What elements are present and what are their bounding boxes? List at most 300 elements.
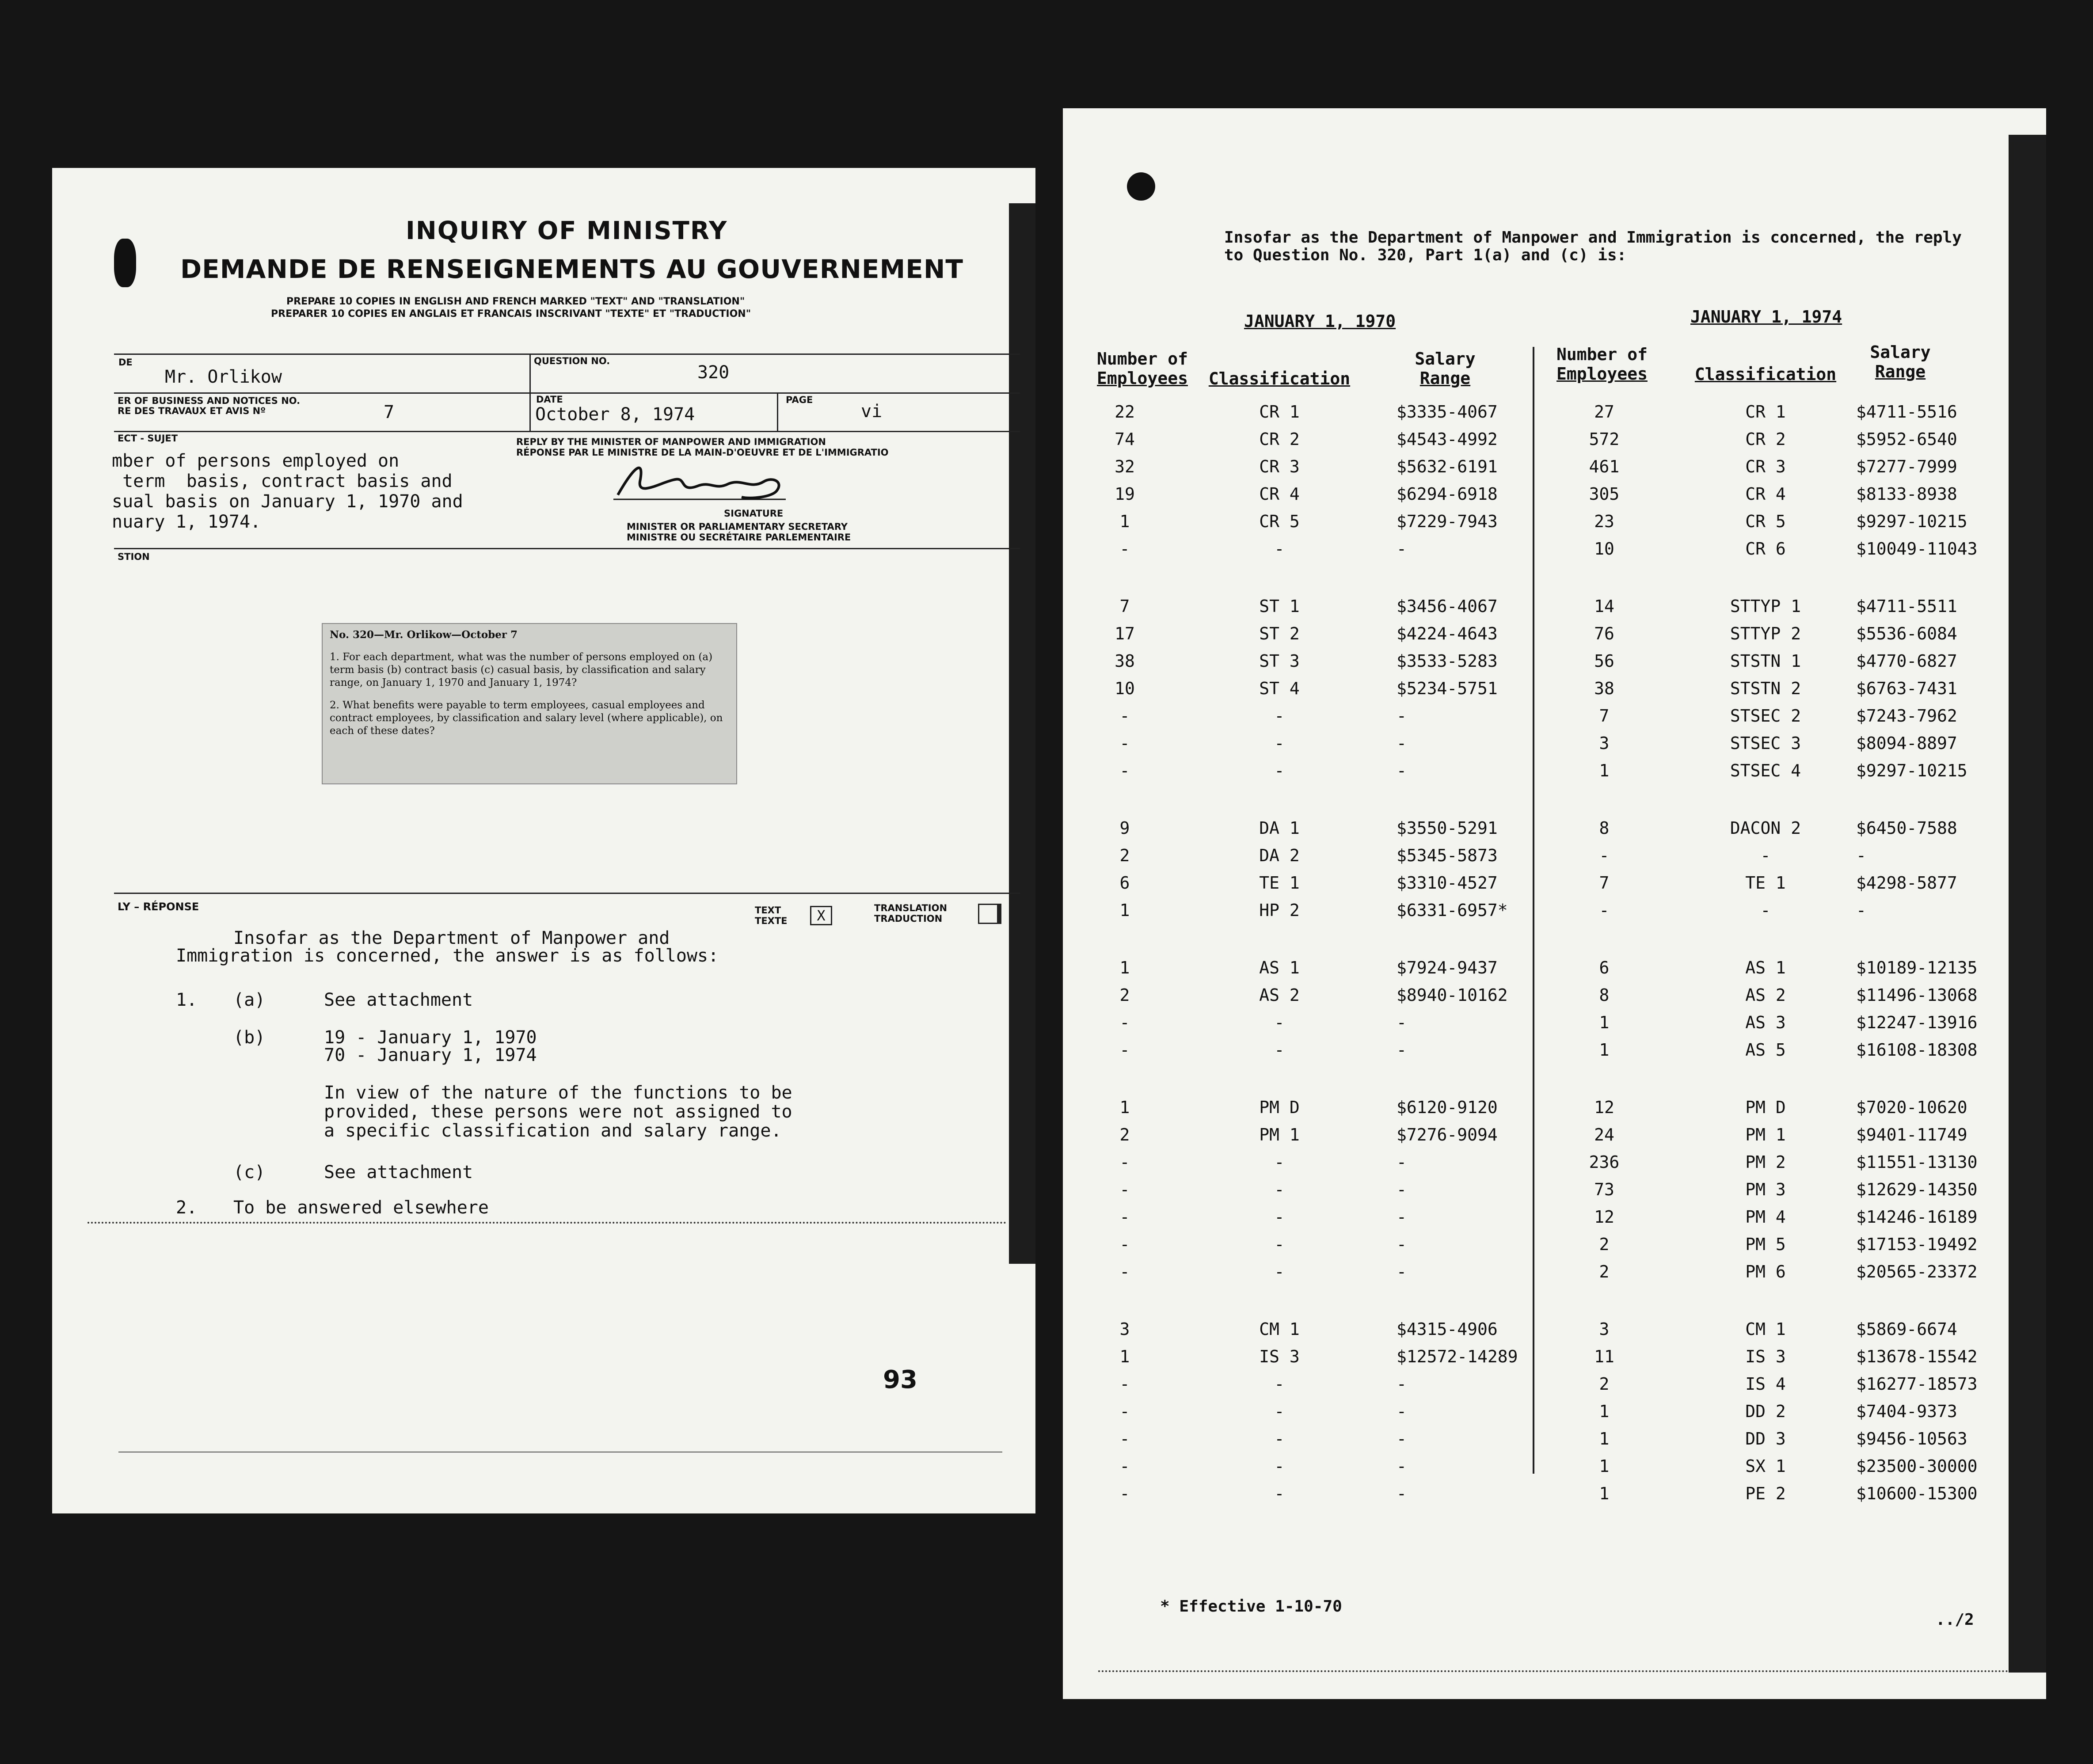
salary-range-1974: -	[1856, 846, 1866, 865]
salary-range-1970: $8940-10162	[1397, 985, 1508, 1005]
emp-count-1970: -	[1119, 1484, 1130, 1503]
emp-count-1970: -	[1119, 1262, 1130, 1281]
salary-range-1970: $3335-4067	[1397, 402, 1498, 422]
reply-label: LY – RÉPONSE	[118, 901, 199, 913]
table-row	[1063, 651, 2046, 676]
emp-count-1970: 6	[1119, 873, 1130, 893]
salary-range-1974: $4298-5877	[1856, 873, 1957, 893]
emp-count-1970: 1	[1119, 1347, 1130, 1366]
classification-1970: CR 2	[1259, 430, 1300, 449]
salary-range-1974: $14246-16189	[1856, 1207, 1978, 1227]
note-text: provided, these persons were not assigned to	[324, 1102, 792, 1122]
emp-count-1974: 1	[1599, 1402, 1610, 1421]
salary-range-1970: -	[1397, 761, 1407, 780]
emp-count-1974: 461	[1589, 457, 1620, 476]
emp-count-1974: 12	[1594, 1098, 1614, 1117]
emp-count-1974: 14	[1594, 597, 1614, 616]
salary-range-1974: $8094-8897	[1856, 734, 1957, 753]
classification-1970: IS 3	[1259, 1347, 1300, 1366]
emp-count-1974: 1	[1599, 1484, 1610, 1503]
classification-1974: AS 2	[1745, 985, 1786, 1005]
table-row	[1063, 1374, 2046, 1399]
emp-count-1970: 17	[1115, 624, 1135, 643]
clipping-question-2: 2. What benefits were payable to term employees, casual employees and contract employees, by classification and salary level (where applicable), on each of these dates?	[330, 700, 723, 737]
salary-range-1970: -	[1397, 1262, 1407, 1281]
classification-1974: STTYP 2	[1730, 624, 1801, 643]
classification-1970: DA 2	[1259, 846, 1300, 865]
continuation-marker: ../2	[1936, 1611, 1974, 1629]
emp-count-1970: 1	[1119, 901, 1130, 920]
reply-intro: Immigration is concerned, the answer is as follows:	[176, 946, 719, 966]
salary-range-1970: -	[1397, 706, 1407, 726]
emp-count-1974: 24	[1594, 1125, 1614, 1144]
item-text: See attachment	[324, 990, 473, 1010]
emp-count-1974: 10	[1594, 539, 1614, 559]
classification-1970: PM 1	[1259, 1125, 1300, 1144]
question-no-label: QUESTION NO.	[534, 356, 610, 366]
emp-count-1974: 3	[1599, 1319, 1610, 1339]
classification-1970: CR 3	[1259, 457, 1300, 476]
translation-checkbox[interactable]	[978, 904, 1001, 926]
classification-1974: PM 2	[1745, 1152, 1786, 1172]
item-text: See attachment	[324, 1162, 473, 1182]
table-row	[1063, 958, 2046, 983]
subject-line: term basis, contract basis and	[112, 471, 453, 491]
table-row	[1063, 1013, 2046, 1038]
salary-range-1974: $20565-23372	[1856, 1262, 1978, 1281]
emp-count-1974: 8	[1599, 818, 1610, 838]
classification-1974: DACON 2	[1730, 818, 1801, 838]
order-of-business-label-fr: RE DES TRAVAUX ET AVIS Nº	[118, 406, 266, 416]
signature-label: SIGNATURE	[724, 508, 784, 519]
table-row	[1063, 1235, 2046, 1259]
table-row	[1063, 1152, 2046, 1177]
note-text: a specific classification and salary range.	[324, 1121, 782, 1141]
table-row	[1063, 706, 2046, 731]
classification-1974: AS 3	[1745, 1013, 1786, 1032]
reply-intro: Insofar as the Department of Manpower and Immigration is concerned, the reply	[1224, 228, 1962, 247]
salary-range-1974: $6763-7431	[1856, 679, 1957, 698]
table-row	[1063, 901, 2046, 925]
classification-1974: AS 5	[1745, 1040, 1786, 1060]
salary-range-1970: $5345-5873	[1397, 846, 1498, 865]
classification-1970: -	[1274, 761, 1285, 780]
reply-intro: Insofar as the Department of Manpower and	[233, 928, 670, 948]
salary-range-1974: $6450-7588	[1856, 818, 1957, 838]
emp-count-1974: 305	[1589, 484, 1620, 504]
salary-range-1974: -	[1856, 901, 1866, 920]
emp-count-1970: 38	[1115, 651, 1135, 671]
text-label: TEXT	[755, 905, 781, 916]
classification-1974: -	[1760, 846, 1771, 865]
classification-1970: AS 1	[1259, 958, 1300, 977]
classification-1974: STSEC 4	[1730, 761, 1801, 780]
form-title-english: INQUIRY OF MINISTRY	[406, 217, 728, 245]
col-header-number: Number of Employees	[1097, 349, 1188, 388]
salary-range-1970: $7924-9437	[1397, 958, 1498, 977]
from-label: DE	[118, 357, 133, 368]
date-1970-heading: JANUARY 1, 1970	[1244, 312, 1396, 331]
classification-1970: PM D	[1259, 1098, 1300, 1117]
note-text: In view of the nature of the functions to be	[324, 1083, 792, 1103]
salary-range-1974: $4770-6827	[1856, 651, 1957, 671]
attachment-table-page	[1063, 108, 2046, 1699]
subject-line: mber of persons employed on	[112, 451, 400, 471]
salary-range-1974: $5536-6084	[1856, 624, 1957, 643]
emp-count-1970: -	[1119, 539, 1130, 559]
classification-1970: -	[1274, 1262, 1285, 1281]
classification-1974: DD 2	[1745, 1402, 1786, 1421]
classification-1970: CM 1	[1259, 1319, 1300, 1339]
salary-range-1970: $7276-9094	[1397, 1125, 1498, 1144]
salary-range-1974: $4711-5516	[1856, 402, 1957, 422]
classification-1970: HP 2	[1259, 901, 1300, 920]
classification-1974: IS 4	[1745, 1374, 1786, 1394]
salary-range-1970: -	[1397, 1402, 1407, 1421]
emp-count-1974: 76	[1594, 624, 1614, 643]
salary-range-1974: $10189-12135	[1856, 958, 1978, 977]
table-row	[1063, 402, 2046, 427]
emp-count-1974: 6	[1599, 958, 1610, 977]
emp-count-1970: -	[1119, 1180, 1130, 1199]
emp-count-1974: 2	[1599, 1262, 1610, 1281]
clipping-header: No. 320—Mr. Orlikow—October 7	[330, 629, 518, 641]
emp-count-1974: 8	[1599, 985, 1610, 1005]
salary-range-1970: $3456-4067	[1397, 597, 1498, 616]
table-row	[1063, 1040, 2046, 1065]
table-row	[1063, 1125, 2046, 1150]
classification-1974: AS 1	[1745, 958, 1786, 977]
emp-count-1970: -	[1119, 1040, 1130, 1060]
emp-count-1974: 1	[1599, 1456, 1610, 1476]
reply-intro: to Question No. 320, Part 1(a) and (c) is:	[1224, 246, 1627, 264]
form-rule	[114, 548, 1020, 549]
emp-count-1974: 2	[1599, 1374, 1610, 1394]
salary-range-1974: $12629-14350	[1856, 1180, 1978, 1199]
table-row	[1063, 457, 2046, 482]
classification-1970: ST 1	[1259, 597, 1300, 616]
table-row	[1063, 1262, 2046, 1287]
emp-count-1970: 10	[1115, 679, 1135, 698]
table-row	[1063, 1347, 2046, 1372]
subject-line: sual basis on January 1, 1970 and	[112, 491, 463, 512]
classification-1970: CR 1	[1259, 402, 1300, 422]
col-header-salary: Salary Range	[1870, 342, 1931, 381]
perforation-line	[88, 1222, 1007, 1224]
footnote: * Effective 1-10-70	[1160, 1597, 1342, 1616]
table-row	[1063, 761, 2046, 786]
emp-count-1970: 2	[1119, 1125, 1130, 1144]
emp-count-1974: 7	[1599, 706, 1610, 726]
salary-range-1970: $6120-9120	[1397, 1098, 1498, 1117]
salary-range-1970: -	[1397, 1235, 1407, 1254]
table-row	[1063, 1429, 2046, 1454]
classification-1974: PM 4	[1745, 1207, 1786, 1227]
table-row	[1063, 846, 2046, 871]
translation-label-fr: TRADUCTION	[874, 913, 943, 924]
salary-range-1974: $7020-10620	[1856, 1098, 1967, 1117]
salary-range-1970: -	[1397, 539, 1407, 559]
col-header-classification: Classification	[1208, 369, 1351, 388]
perforation-line	[1098, 1670, 2009, 1672]
classification-1970: TE 1	[1259, 873, 1300, 893]
item-text: 70 - January 1, 1974	[324, 1045, 537, 1065]
table-row	[1063, 679, 2046, 703]
salary-range-1974: $5952-6540	[1856, 430, 1957, 449]
classification-1974: CR 6	[1745, 539, 1786, 559]
table-row	[1063, 1484, 2046, 1509]
salary-range-1970: -	[1397, 1484, 1407, 1503]
salary-range-1974: $7243-7962	[1856, 706, 1957, 726]
classification-1974: STSTN 1	[1730, 651, 1801, 671]
emp-count-1970: 32	[1115, 457, 1135, 476]
table-row	[1063, 1098, 2046, 1122]
item-letter: (c)	[233, 1162, 266, 1182]
emp-count-1970: -	[1119, 761, 1130, 780]
salary-range-1970: $3533-5283	[1397, 651, 1498, 671]
classification-1970: -	[1274, 1484, 1285, 1503]
classification-1970: -	[1274, 1235, 1285, 1254]
salary-range-1974: $23500-30000	[1856, 1456, 1978, 1476]
table-row	[1063, 539, 2046, 564]
salary-range-1974: $9456-10563	[1856, 1429, 1967, 1448]
salary-range-1974: $11496-13068	[1856, 985, 1978, 1005]
classification-1970: -	[1274, 1013, 1285, 1032]
date-value: October 8, 1974	[535, 404, 695, 425]
emp-count-1970: 1	[1119, 958, 1130, 977]
emp-count-1974: 1	[1599, 1013, 1610, 1032]
table-row	[1063, 734, 2046, 758]
classification-1970: -	[1274, 1180, 1285, 1199]
salary-range-1974: $7277-7999	[1856, 457, 1957, 476]
salary-range-1970: -	[1397, 734, 1407, 753]
salary-range-1974: $9297-10215	[1856, 761, 1967, 780]
classification-1974: DD 3	[1745, 1429, 1786, 1448]
form-rule	[114, 354, 1020, 355]
classification-1970: AS 2	[1259, 985, 1300, 1005]
salary-range-1974: $11551-13130	[1856, 1152, 1978, 1172]
table-row	[1063, 1319, 2046, 1344]
date-1974-heading: JANUARY 1, 1974	[1690, 307, 1842, 327]
classification-1974: CR 3	[1745, 457, 1786, 476]
form-title-french: DEMANDE DE RENSEIGNEMENTS AU GOUVERNEMENT	[180, 254, 963, 284]
emp-count-1970: -	[1119, 1402, 1130, 1421]
instruction-french: PREPARER 10 COPIES EN ANGLAIS ET FRANCAIS INSCRIVANT "TEXTE" ET "TRADUCTION"	[271, 308, 751, 319]
emp-count-1970: -	[1119, 706, 1130, 726]
table-row	[1063, 873, 2046, 898]
question-label: STION	[118, 551, 150, 562]
classification-1970: -	[1274, 706, 1285, 726]
date-label: DATE	[536, 394, 563, 405]
salary-range-1970: -	[1397, 1180, 1407, 1199]
emp-count-1974: 12	[1594, 1207, 1614, 1227]
table-row	[1063, 1207, 2046, 1232]
table-row	[1063, 1180, 2046, 1205]
classification-1974: -	[1760, 901, 1771, 920]
salary-range-1974: $16277-18573	[1856, 1374, 1978, 1394]
form-rule	[777, 392, 778, 431]
salary-range-1970: -	[1397, 1456, 1407, 1476]
emp-count-1970: 74	[1115, 430, 1135, 449]
classification-1974: CR 5	[1745, 512, 1786, 531]
classification-1974: STSEC 3	[1730, 734, 1801, 753]
order-no-value: 7	[384, 402, 395, 422]
page-number: 93	[883, 1365, 917, 1394]
emp-count-1970: 1	[1119, 512, 1130, 531]
punch-hole	[114, 239, 136, 287]
emp-count-1974: 3	[1599, 734, 1610, 753]
emp-count-1970: 7	[1119, 597, 1130, 616]
classification-1970: -	[1274, 1152, 1285, 1172]
emp-count-1970: 9	[1119, 818, 1130, 838]
classification-1974: CR 2	[1745, 430, 1786, 449]
text-checkbox[interactable]: X	[810, 906, 832, 925]
hansard-clipping	[322, 623, 737, 784]
classification-1974: STTYP 1	[1730, 597, 1801, 616]
from-value: Mr. Orlikow	[165, 367, 282, 387]
classification-1970: ST 3	[1259, 651, 1300, 671]
classification-1970: ST 2	[1259, 624, 1300, 643]
classification-1970: -	[1274, 1207, 1285, 1227]
salary-range-1970: -	[1397, 1374, 1407, 1394]
instruction-english: PREPARE 10 COPIES IN ENGLISH AND FRENCH MARKED "TEXT" AND "TRANSLATION"	[286, 296, 745, 307]
salary-range-1974: $10600-15300	[1856, 1484, 1978, 1503]
classification-1974: STSEC 2	[1730, 706, 1801, 726]
emp-count-1974: 56	[1594, 651, 1614, 671]
form-rule	[114, 392, 1020, 394]
emp-count-1970: -	[1119, 1152, 1130, 1172]
emp-count-1974: 11	[1594, 1347, 1614, 1366]
table-row	[1063, 512, 2046, 536]
inquiry-form-page	[52, 168, 1035, 1513]
form-rule	[114, 893, 1020, 894]
classification-1974: PE 2	[1745, 1484, 1786, 1503]
classification-1970: -	[1274, 1040, 1285, 1060]
emp-count-1970: -	[1119, 1235, 1130, 1254]
classification-1970: -	[1274, 1402, 1285, 1421]
salary-range-1974: $7404-9373	[1856, 1402, 1957, 1421]
salary-range-1970: $4543-4992	[1397, 430, 1498, 449]
item-letter: (b)	[233, 1027, 266, 1048]
classification-1974: TE 1	[1745, 873, 1786, 893]
emp-count-1974: 1	[1599, 1429, 1610, 1448]
page-value: vi	[861, 401, 883, 422]
classification-1974: PM 1	[1745, 1125, 1786, 1144]
minister-signature	[609, 455, 795, 508]
classification-1974: STSTN 2	[1730, 679, 1801, 698]
clipping-question-1: 1. For each department, what was the number of persons employed on (a) term basis (b) contract basis (c) casual basis, by classification and salary range, on January 1, 1970 and January 1, 1974?	[330, 651, 713, 688]
classification-1974: PM D	[1745, 1098, 1786, 1117]
salary-range-1970: $6331-6957*	[1397, 901, 1508, 920]
emp-count-1970: -	[1119, 1207, 1130, 1227]
salary-range-1970: $4224-4643	[1397, 624, 1498, 643]
item-text: To be answered elsewhere	[233, 1198, 489, 1218]
question-no-value: 320	[697, 362, 730, 383]
emp-count-1970: -	[1119, 1429, 1130, 1448]
translation-label: TRANSLATION	[874, 903, 948, 913]
table-row	[1063, 818, 2046, 843]
salary-range-1974: $13678-15542	[1856, 1347, 1978, 1366]
table-row	[1063, 1456, 2046, 1481]
subject-line: nuary 1, 1974.	[112, 512, 261, 532]
salary-range-1970: $6294-6918	[1397, 484, 1498, 504]
subject-label: ECT - SUJET	[118, 433, 178, 444]
form-rule	[529, 354, 531, 431]
emp-count-1974: 1	[1599, 761, 1610, 780]
classification-1974: CM 1	[1745, 1319, 1786, 1339]
emp-count-1970: -	[1119, 1456, 1130, 1476]
classification-1974: PM 6	[1745, 1262, 1786, 1281]
emp-count-1970: 3	[1119, 1319, 1130, 1339]
salary-range-1974: $5869-6674	[1856, 1319, 1957, 1339]
classification-1974: IS 3	[1745, 1347, 1786, 1366]
classification-1970: -	[1274, 734, 1285, 753]
classification-1974: CR 4	[1745, 484, 1786, 504]
emp-count-1970: -	[1119, 1013, 1130, 1032]
classification-1970: ST 4	[1259, 679, 1300, 698]
salary-range-1970: -	[1397, 1429, 1407, 1448]
salary-range-1970: $3550-5291	[1397, 818, 1498, 838]
emp-count-1974: 236	[1589, 1152, 1620, 1172]
salary-range-1974: $17153-19492	[1856, 1235, 1978, 1254]
salary-range-1970: $5234-5751	[1397, 679, 1498, 698]
emp-count-1974: 23	[1594, 512, 1614, 531]
minister-label: MINISTER OR PARLIAMENTARY SECRETARY	[627, 521, 848, 532]
emp-count-1974: 27	[1594, 402, 1614, 422]
emp-count-1974: 1	[1599, 1040, 1610, 1060]
salary-range-1974: $9297-10215	[1856, 512, 1967, 531]
col-header-salary: Salary Range	[1415, 349, 1476, 388]
item-letter: (a)	[233, 990, 266, 1010]
classification-1970: -	[1274, 539, 1285, 559]
emp-count-1974: 38	[1594, 679, 1614, 698]
emp-count-1974: -	[1599, 846, 1610, 865]
reply-by-label-fr: RÉPONSE PAR LE MINISTRE DE LA MAIN-D'OEUVRE ET DE L'IMMIGRATIO	[516, 447, 889, 458]
emp-count-1970: 22	[1115, 402, 1135, 422]
salary-range-1974: $8133-8938	[1856, 484, 1957, 504]
salary-range-1970: -	[1397, 1207, 1407, 1227]
salary-range-1970: -	[1397, 1013, 1407, 1032]
salary-range-1970: $7229-7943	[1397, 512, 1498, 531]
emp-count-1970: -	[1119, 1374, 1130, 1394]
emp-count-1974: 572	[1589, 430, 1620, 449]
minister-label-fr: MINISTRE OU SECRÉTAIRE PARLEMENTAIRE	[627, 532, 851, 543]
table-row	[1063, 624, 2046, 649]
item-number: 1.	[176, 990, 198, 1010]
emp-count-1970: 1	[1119, 1098, 1130, 1117]
page-edge-shadow	[1009, 203, 1035, 1264]
emp-count-1970: 2	[1119, 985, 1130, 1005]
table-row	[1063, 430, 2046, 454]
classification-1970: -	[1274, 1456, 1285, 1476]
order-of-business-label: ER OF BUSINESS AND NOTICES NO.	[118, 395, 301, 406]
classification-1970: DA 1	[1259, 818, 1300, 838]
emp-count-1970: 2	[1119, 846, 1130, 865]
table-row	[1063, 597, 2046, 621]
emp-count-1974: 7	[1599, 873, 1610, 893]
emp-count-1970: -	[1119, 734, 1130, 753]
classification-1970: CR 5	[1259, 512, 1300, 531]
classification-1974: PM 3	[1745, 1180, 1786, 1199]
classification-1970: -	[1274, 1429, 1285, 1448]
emp-count-1974: 2	[1599, 1235, 1610, 1254]
reply-by-label: REPLY BY THE MINISTER OF MANPOWER AND IMMIGRATION	[516, 437, 826, 447]
salary-range-1970: -	[1397, 1040, 1407, 1060]
salary-range-1970: $12572-14289	[1397, 1347, 1518, 1366]
emp-count-1974: 73	[1594, 1180, 1614, 1199]
item-number: 2.	[176, 1198, 198, 1218]
classification-1970: -	[1274, 1374, 1285, 1394]
